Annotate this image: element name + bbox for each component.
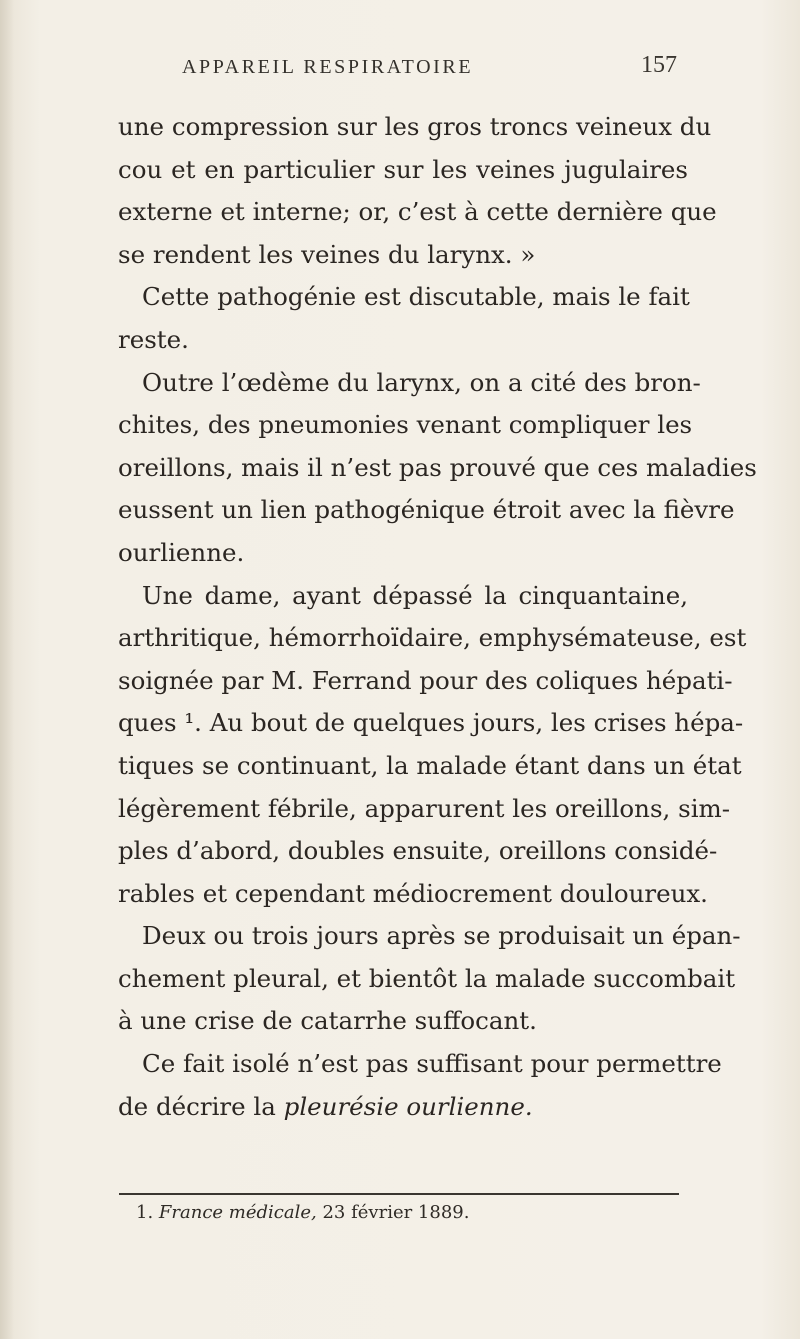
footnote-date: 23 février 1889. bbox=[322, 1202, 470, 1223]
footnote-rule bbox=[119, 1193, 679, 1195]
text-line: arthritique, hémorrhoïdaire, emphysémateuse, est bbox=[118, 623, 747, 653]
text-line: tiques se continuant, la malade étant dans un état bbox=[118, 750, 742, 780]
final-line-start: de décrire la bbox=[118, 1091, 284, 1121]
text-line: se rendent les veines du larynx. » bbox=[118, 239, 536, 269]
text-line: reste. bbox=[118, 324, 189, 354]
text-line: ples d’abord, doubles ensuite, oreillons considé- bbox=[118, 836, 718, 866]
text-line: Deux ou trois jours après se produisait un épan- bbox=[142, 921, 741, 951]
text-line: légèrement fébrile, apparurent les oreillons, sim- bbox=[118, 793, 731, 823]
text-line: à une crise de catarrhe suffocant. bbox=[118, 1006, 537, 1036]
text-line: chites, des pneumonies venant compliquer les bbox=[118, 410, 693, 440]
text-line: Outre l’œdème du larynx, on a cité des bron- bbox=[142, 367, 701, 397]
text-line: soignée par M. Ferrand pour des coliques hépati- bbox=[118, 665, 733, 695]
footnote bbox=[136, 1202, 469, 1223]
text-line: ourlienne. bbox=[118, 537, 245, 567]
text-line-final bbox=[118, 1086, 688, 1129]
text-line: cou et en particulier sur les veines jugulaires bbox=[118, 154, 688, 184]
text-line: Une dame, ayant dépassé la cinquantaine, bbox=[142, 580, 688, 610]
running-title: APPAREIL RESPIRATOIRE bbox=[182, 56, 474, 78]
text-line: oreillons, mais il n’est pas prouvé que ces maladies bbox=[118, 452, 757, 482]
italic-term: pleurésie ourlienne. bbox=[283, 1091, 533, 1121]
text-line: Ce fait isolé n’est pas suffisant pour permettre bbox=[142, 1049, 722, 1079]
text-line: externe et interne; or, c’est à cette dernière que bbox=[118, 197, 717, 227]
binding-shadow bbox=[0, 0, 14, 1339]
text-line: rables et cependant médiocrement douloureux. bbox=[118, 878, 708, 908]
page-number: 157 bbox=[641, 52, 677, 78]
text-line: Cette pathogénie est discutable, mais le fait bbox=[142, 282, 690, 312]
text-line: une compression sur les gros troncs veineux du bbox=[118, 112, 712, 141]
text-line: ques ¹. Au bout de quelques jours, les crises hépa- bbox=[118, 708, 744, 738]
footnote-source: France médicale, bbox=[158, 1202, 317, 1223]
body-text bbox=[118, 106, 757, 1128]
text-line: chement pleural, et bientôt la malade succombait bbox=[118, 963, 736, 993]
text-line: eussent un lien pathogénique étroit avec la fièvre bbox=[118, 495, 735, 525]
footnote-number: 1. bbox=[136, 1202, 154, 1223]
